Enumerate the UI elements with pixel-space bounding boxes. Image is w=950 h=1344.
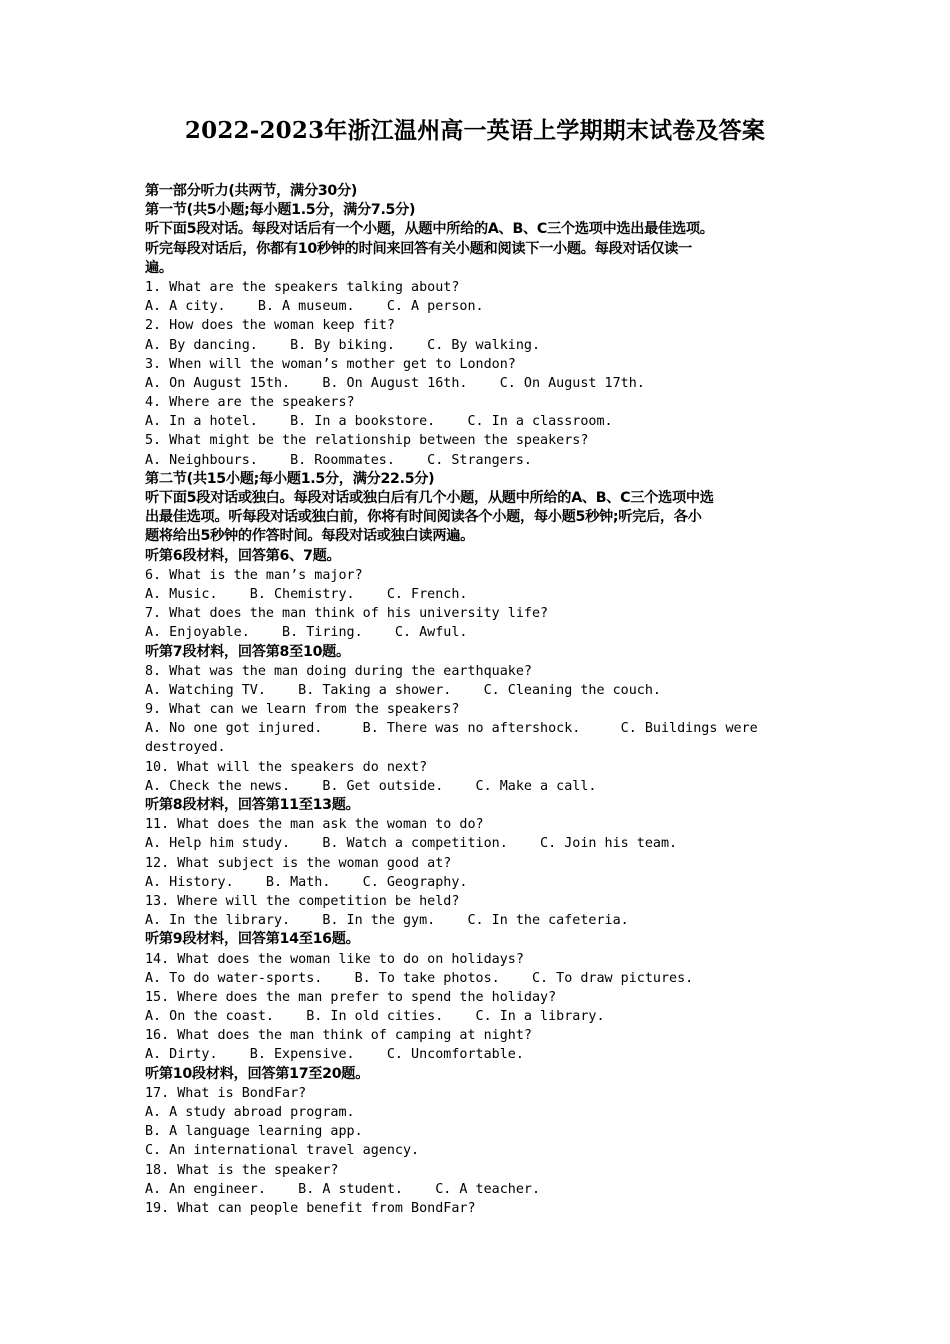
question-line: 12. What subject is the woman good at? xyxy=(145,855,452,871)
options-line: A. A city. B. A museum. C. A person. xyxy=(145,299,484,315)
instruction-line: 出最佳选项。听每段对话或独白前，你将有时间阅读各个小题，每小题5秒钟;听完后，各小 xyxy=(145,509,702,526)
question-line: 16. What does the man think of camping at night? xyxy=(145,1028,532,1044)
question-line: 18. What is the speaker? xyxy=(145,1162,339,1178)
options-line: A. An engineer. B. A student. C. A teacher. xyxy=(145,1181,541,1197)
instruction-line: 听完每段对话后，你都有10秒钟的时间来回答有关小题和阅读下一小题。每段对话仅读一 xyxy=(145,240,692,257)
question-line: 17. What is BondFar? xyxy=(145,1085,307,1101)
options-line: A. To do water-sports. B. To take photos. C. To draw pictures. xyxy=(145,970,694,986)
document-body xyxy=(145,182,810,1218)
part-heading: 第一部分听力(共两节，满分30分) xyxy=(145,183,358,199)
question-line: 13. Where will the competition be held? xyxy=(145,893,460,909)
question-line: 6. What is the man’s major? xyxy=(145,567,363,583)
options-line: A. Dirty. B. Expensive. C. Uncomfortable. xyxy=(145,1047,524,1063)
question-line: 9. What can we learn from the speakers? xyxy=(145,702,460,718)
question-line: 10. What will the speakers do next? xyxy=(145,759,428,775)
question-line: 11. What does the man ask the woman to do? xyxy=(145,817,484,833)
options-line: A. Neighbours. B. Roommates. C. Strangers. xyxy=(145,452,532,468)
question-line: 8. What was the man doing during the earthquake? xyxy=(145,663,532,679)
options-line: A. History. B. Math. C. Geography. xyxy=(145,874,468,890)
question-line: 1. What are the speakers talking about? xyxy=(145,279,460,295)
question-line: 15. Where does the man prefer to spend the holiday? xyxy=(145,989,557,1005)
group-heading: 听第6段材料，回答第6、7题。 xyxy=(145,547,341,564)
instruction-line: 遍。 xyxy=(145,259,173,276)
instruction-line: 听下面5段对话。每段对话后有一个小题，从题中所给的A、B、C三个选项中选出最佳选项。 xyxy=(145,221,714,238)
options-line: A. Music. B. Chemistry. C. French. xyxy=(145,586,468,602)
options-line: A. On the coast. B. In old cities. C. In a library. xyxy=(145,1009,605,1025)
question-line: 14. What does the woman like to do on holidays? xyxy=(145,951,524,967)
options-line-continued: destroyed. xyxy=(145,740,226,756)
question-line: 19. What can people benefit from BondFar? xyxy=(145,1200,476,1216)
option-line: A. A study abroad program. xyxy=(145,1105,355,1120)
group-heading: 听第9段材料，回答第14至16题。 xyxy=(145,931,360,948)
options-line: A. In a hotel. B. In a bookstore. C. In a classroom. xyxy=(145,414,613,430)
option-line: B. A language learning app. xyxy=(145,1124,363,1140)
options-line: A. Help him study. B. Watch a competition. C. Join his team. xyxy=(145,836,678,852)
instruction-line: 题将给出5秒钟的作答时间。每段对话或独白读两遍。 xyxy=(145,528,474,545)
question-line: 2. How does the woman keep fit? xyxy=(145,318,395,334)
options-line: A. Watching TV. B. Taking a shower. C. Cleaning the couch. xyxy=(145,682,661,698)
question-line: 3. When will the woman’s mother get to London? xyxy=(145,356,516,372)
section-heading: 第二节(共15小题;每小题1.5分，满分22.5分) xyxy=(145,470,435,487)
options-line: A. Check the news. B. Get outside. C. Make a call. xyxy=(145,778,597,794)
options-line: A. In the library. B. In the gym. C. In the cafeteria. xyxy=(145,913,629,929)
section-heading: 第一节(共5小题;每小题1.5分，满分7.5分) xyxy=(145,202,416,219)
group-heading: 听第8段材料，回答第11至13题。 xyxy=(145,797,360,813)
options-line: A. By dancing. B. By biking. C. By walking. xyxy=(145,337,541,353)
question-line: 4. Where are the speakers? xyxy=(145,395,355,411)
option-line: C. An international travel agency. xyxy=(145,1143,420,1159)
instruction-line: 听下面5段对话或独白。每段对话或独白后有几个小题，从题中所给的A、B、C三个选项中选 xyxy=(145,490,714,506)
group-heading: 听第7段材料，回答第8至10题。 xyxy=(145,643,350,660)
page-title: 2022-2023年浙江温州高一英语上学期期末试卷及答案 xyxy=(184,117,766,144)
group-heading: 听第10段材料，回答第17至20题。 xyxy=(145,1065,370,1082)
options-line: A. Enjoyable. B. Tiring. C. Awful. xyxy=(145,625,468,641)
question-line: 7. What does the man think of his university life? xyxy=(145,606,549,622)
question-line: 5. What might be the relationship between the speakers? xyxy=(145,433,589,449)
options-line: A. On August 15th. B. On August 16th. C. On August 17th. xyxy=(145,375,645,391)
options-line: A. No one got injured. B. There was no aftershock. C. Buildings were xyxy=(145,721,758,737)
